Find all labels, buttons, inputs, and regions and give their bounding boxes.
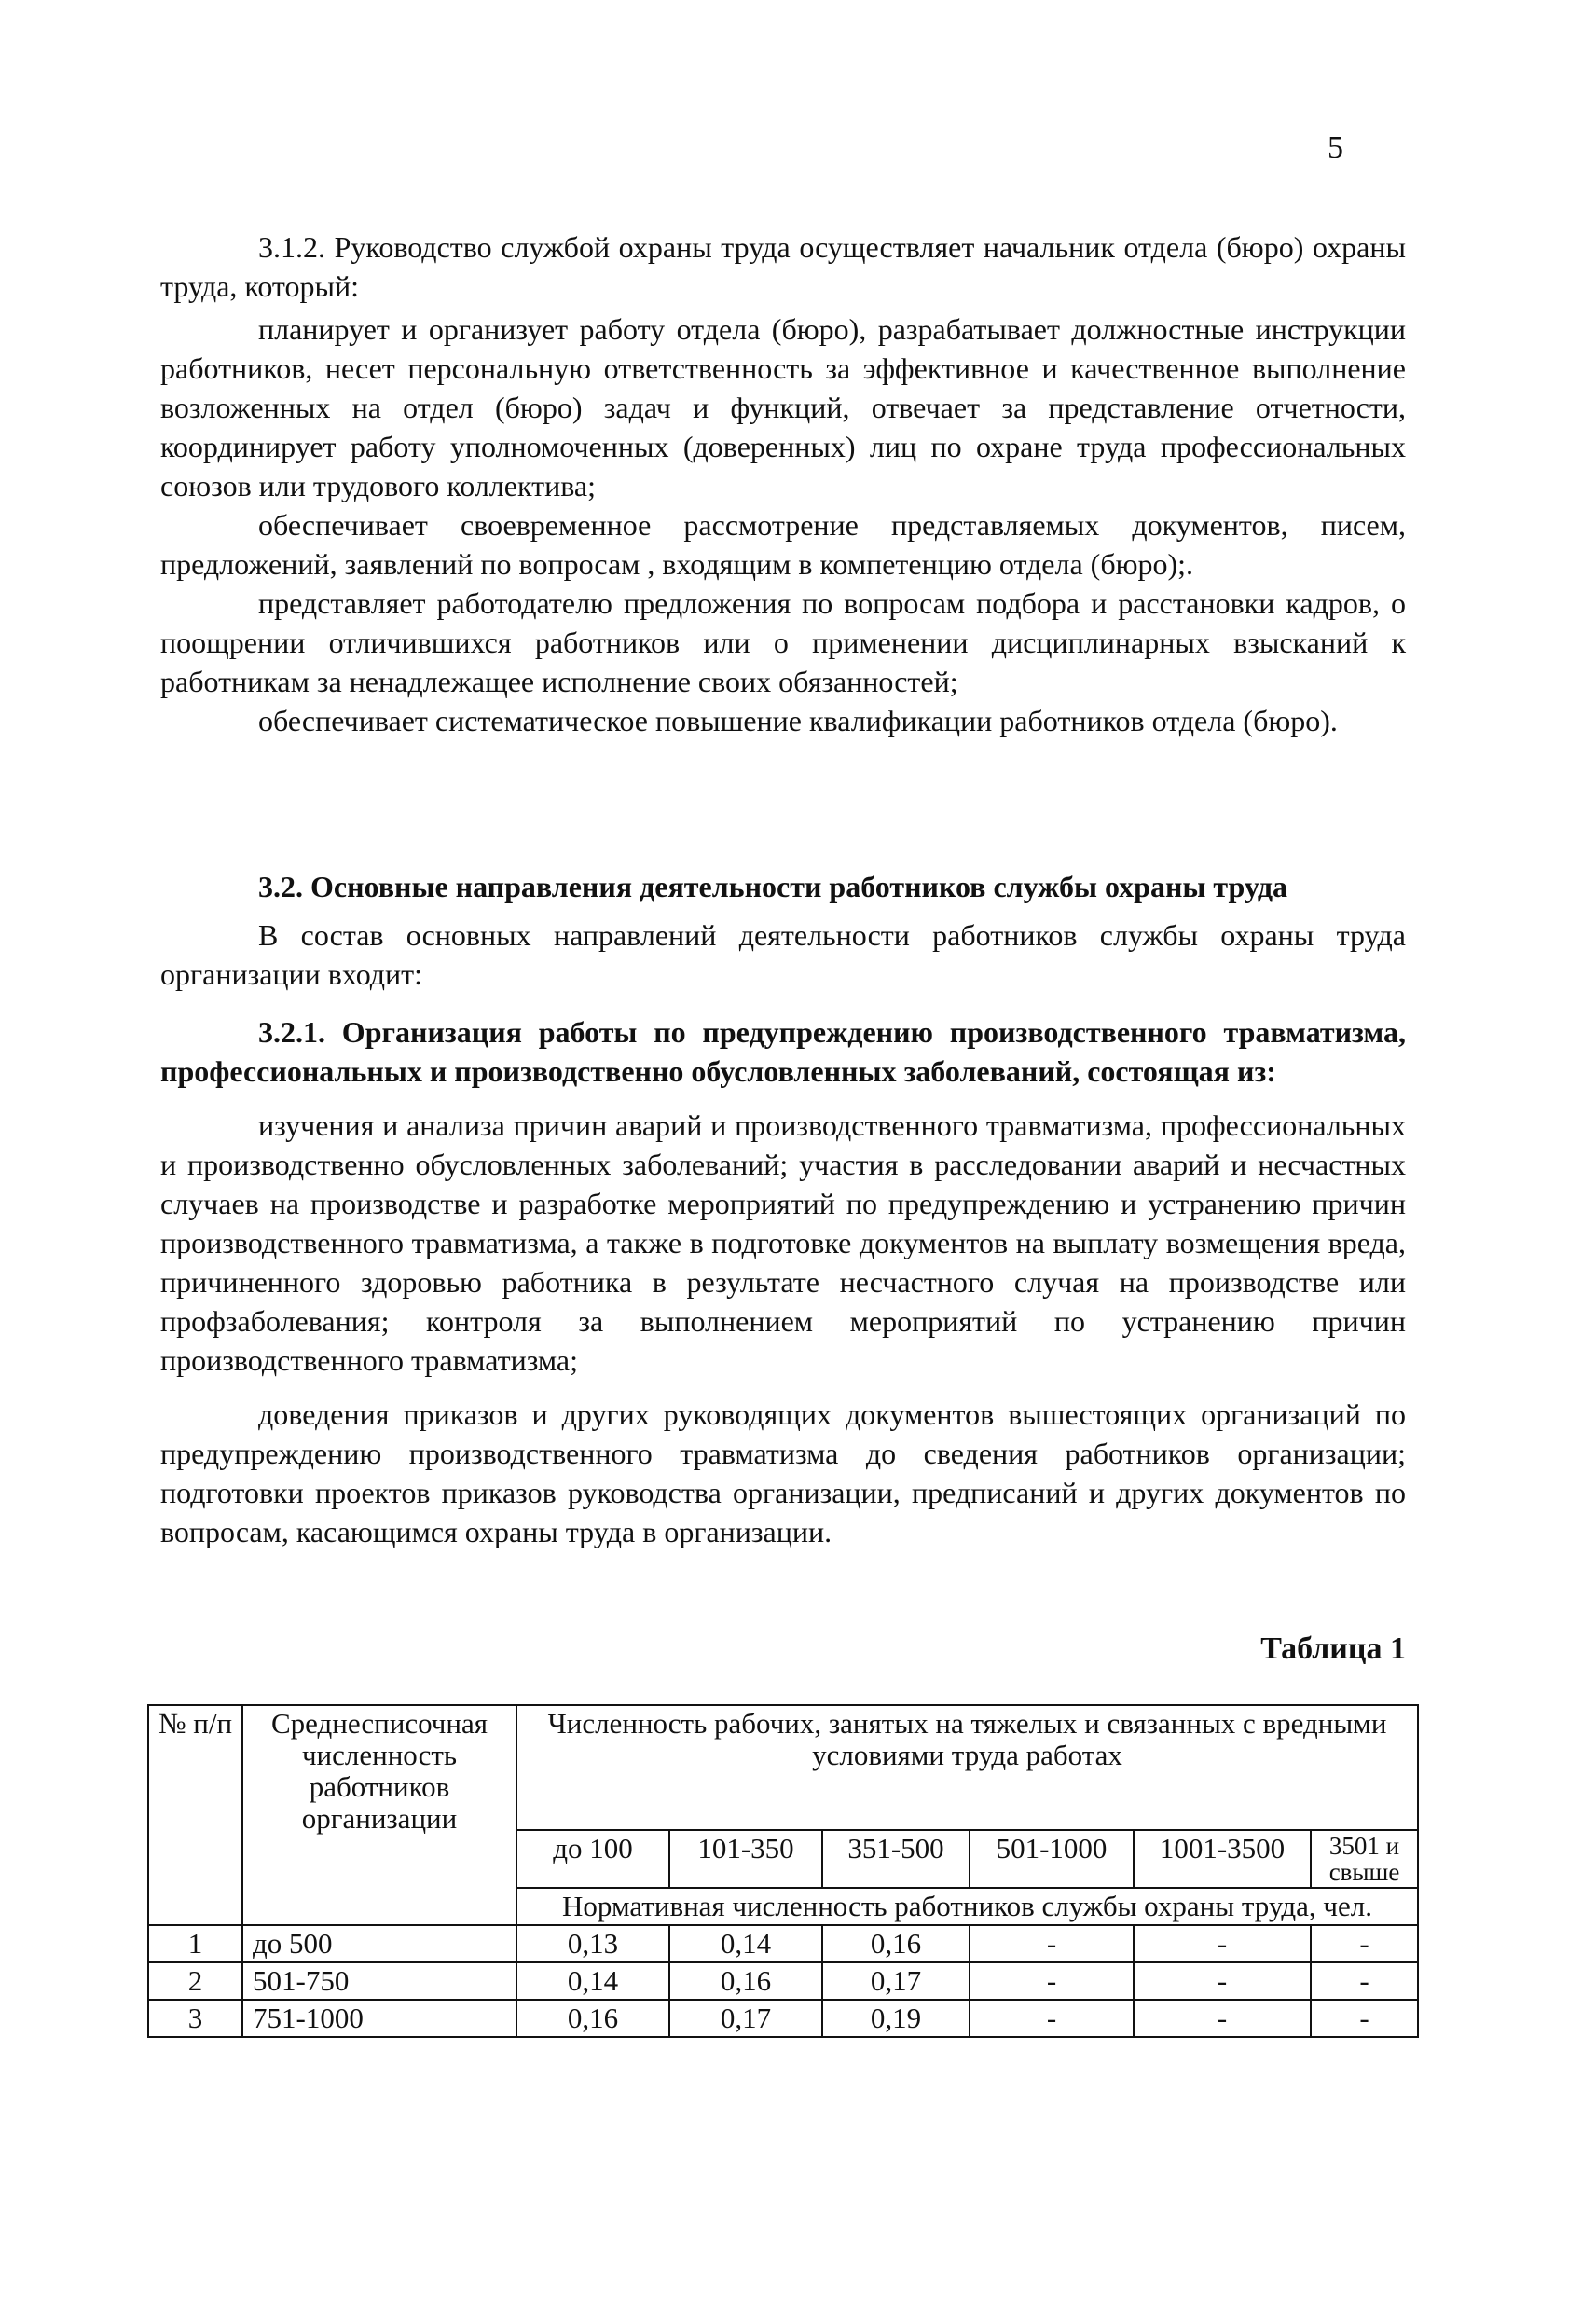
row-value: 0,14: [669, 1925, 822, 1962]
table-row: [148, 1925, 1418, 1962]
duty-paragraph: обеспечивает своевременное рассмотрение представляемых документов, писем, предложений, заявлений по вопросам , входящим в компетенцию отдела (бюро);.: [160, 508, 1406, 581]
section-3-1-2-duties: [160, 310, 1406, 740]
page-number: 5: [1328, 131, 1343, 165]
section-3-1-2-intro: 3.1.2. Руководство службой охраны труда осуществляет начальник отдела (бюро) охраны труда, который:: [160, 230, 1406, 303]
row-num: 3: [148, 2000, 242, 2037]
row-staff: 751-1000: [242, 2000, 516, 2037]
section-3-2-1: [160, 1012, 1406, 1551]
range-cell: 101-350: [669, 1830, 822, 1888]
section-3-2-1-item: изучения и анализа причин аварий и производственного травматизма, профессиональных и производственно обусловленных заболеваний; участия в расследовании аварий и несчастных случаев на производстве и разработке мероприятий по предупреждению и устранению причин производственного травматизма, а также в подготовке документов на выплату возмещения вреда, причиненного здоровью работника в результате несчастного случая на производстве или профзаболевания; контроля за выполнением мероприятий по устранению причин производственного травматизма;: [160, 1108, 1406, 1377]
row-value: -: [970, 1962, 1134, 2000]
row-staff: 501-750: [242, 1962, 516, 2000]
table-header-row: [148, 1705, 1418, 1830]
range-cell: 1001-3500: [1134, 1830, 1311, 1888]
row-value: -: [970, 2000, 1134, 2037]
row-value: -: [1134, 2000, 1311, 2037]
header-group: Численность рабочих, занятых на тяжелых и связанных с вредными условиями труда работах: [516, 1705, 1418, 1830]
duty-paragraph: планирует и организует работу отдела (бюро), разрабатывает должностные инструкции работников, несет персональную ответственность за эффективное и качественное выполнение возложенных на отдел (бюро) задач и функций, отвечает за представление отчетности, координирует работу уполномоченных (доверенных) лиц по охране труда профессиональных союзов или трудового коллектива;: [160, 312, 1406, 502]
section-3-2: [160, 867, 1406, 994]
row-value: -: [1311, 1925, 1418, 1962]
row-value: 0,16: [669, 1962, 822, 2000]
section-3-1-2-intro-block: [160, 227, 1406, 306]
norm-label: Нормативная численность работников службы охраны труда, чел.: [516, 1888, 1418, 1925]
range-cell: 501-1000: [970, 1830, 1134, 1888]
row-value: -: [1311, 1962, 1418, 2000]
range-cell: 3501 и свыше: [1311, 1830, 1418, 1888]
row-value: -: [1134, 1962, 1311, 2000]
range-cell: 351-500: [822, 1830, 970, 1888]
row-value: 0,17: [822, 1962, 970, 2000]
duty-paragraph: обеспечивает систематическое повышение квалификации работников отдела (бюро).: [258, 704, 1338, 737]
section-3-2-1-item: доведения приказов и других руководящих документов вышестоящих организаций по предупреждению производственного травматизма до сведения работников организации; подготовки проектов приказов руководства организации, предписаний и других документов по вопросам, касающимся охраны труда в организации.: [160, 1397, 1406, 1548]
header-num: № п/п: [148, 1705, 242, 1925]
row-value: 0,16: [822, 1925, 970, 1962]
row-value: -: [1311, 2000, 1418, 2037]
row-value: 0,19: [822, 2000, 970, 2037]
header-staff: Среднесписочная численность работников организации: [242, 1705, 516, 1925]
row-value: -: [970, 1925, 1134, 1962]
row-num: 1: [148, 1925, 242, 1962]
row-value: 0,17: [669, 2000, 822, 2037]
table-row: [148, 2000, 1418, 2037]
norms-table: [147, 1704, 1419, 2038]
range-cell: до 100: [516, 1830, 669, 1888]
row-value: 0,16: [516, 2000, 669, 2037]
row-num: 2: [148, 1962, 242, 2000]
section-3-2-intro: В состав основных направлений деятельности работников службы охраны труда организации входит:: [160, 918, 1406, 991]
duty-paragraph: представляет работодателю предложения по вопросам подбора и расстановки кадров, о поощрении отличившихся работников или о применении дисциплинарных взысканий к работникам за ненадлежащее исполнение своих обязанностей;: [160, 586, 1406, 698]
row-value: 0,13: [516, 1925, 669, 1962]
row-value: 0,14: [516, 1962, 669, 2000]
section-3-2-heading: 3.2. Основные направления деятельности работников службы охраны труда: [258, 870, 1288, 903]
row-staff: до 500: [242, 1925, 516, 1962]
row-value: -: [1134, 1925, 1311, 1962]
table-row: [148, 1962, 1418, 2000]
section-3-2-1-heading: 3.2.1. Организация работы по предупреждению производственного травматизма, профессиональных и производственно обусловленных заболеваний, состоящая из:: [160, 1015, 1406, 1088]
table-caption: Таблица 1: [1260, 1631, 1406, 1666]
